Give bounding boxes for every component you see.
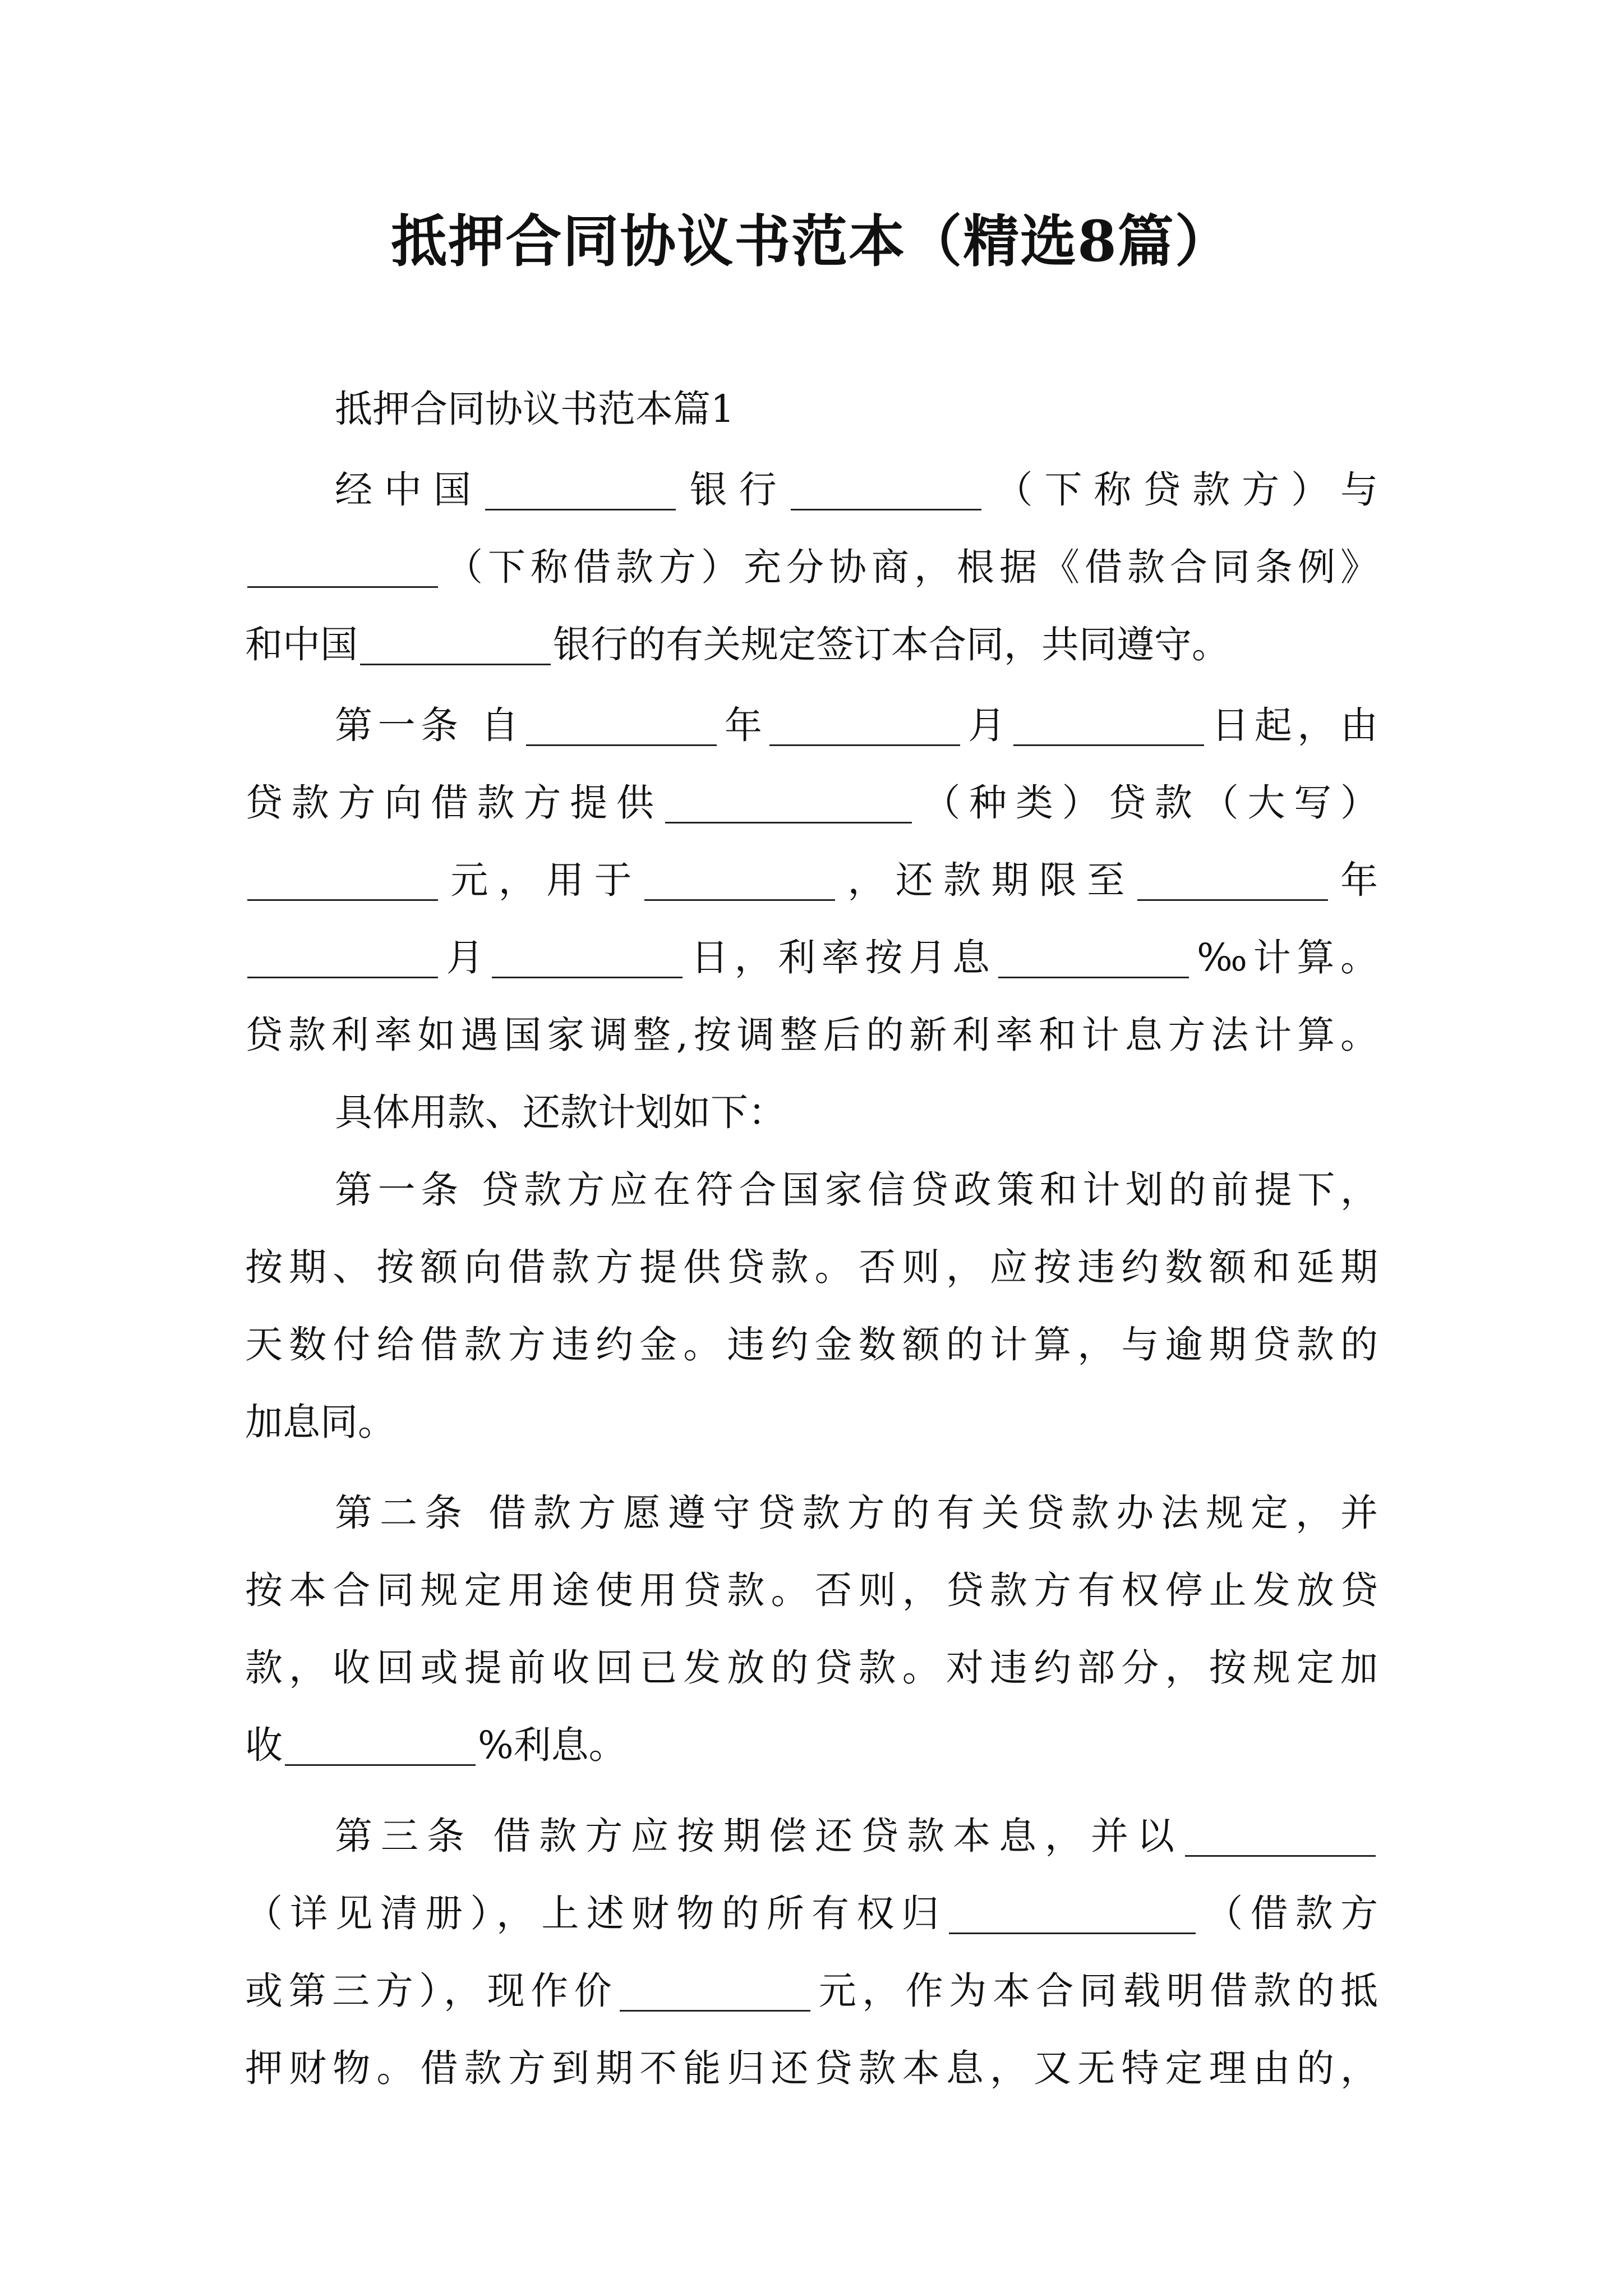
fill-in-blank — [285, 1731, 476, 1766]
paragraph-line — [245, 451, 1378, 528]
text-segment: 或第三方），现作价 — [245, 1969, 618, 2013]
fill-in-blank — [949, 1899, 1196, 1934]
fill-in-blank — [360, 630, 551, 665]
fill-in-blank — [485, 475, 676, 510]
document-title: 抵押合同协议书范本（精选8篇） — [391, 208, 1232, 274]
text-segment: 收 — [245, 1723, 283, 1767]
paragraph-line: 第二条 借款方愿遵守贷款方的有关贷款办法规定，并 — [335, 1491, 1378, 1535]
paragraph-line — [245, 1706, 1378, 1784]
text-segment: 年 — [719, 703, 768, 747]
text-segment: 和中国 — [245, 623, 358, 666]
text-segment: ‰计算。 — [1191, 936, 1378, 979]
section-heading: 抵押合同协议书范本篇1 — [335, 387, 735, 431]
fill-in-blank — [247, 943, 438, 978]
text-segment: （详见清册），上述财物的所有权归 — [245, 1892, 947, 1935]
text-segment: 贷款方向借款方提供 — [245, 781, 663, 825]
fill-in-blank — [769, 711, 960, 746]
text-segment: 日，利率按月息 — [685, 936, 996, 979]
text-segment: 第三条 借款方应按期偿还贷款本息，并以 — [335, 1814, 1183, 1858]
paragraph-line: 第一条 贷款方应在符合国家信贷政策和计划的前提下， — [335, 1168, 1378, 1212]
fill-in-blank — [998, 943, 1189, 978]
text-segment: 第一条 自 — [335, 703, 524, 747]
paragraph-line: 加息同。 — [245, 1400, 395, 1444]
document-body — [245, 370, 1378, 2107]
fill-in-blank — [665, 788, 912, 823]
paragraph-line: 按期、按额向借款方提供贷款。否则，应按违约数额和延期 — [245, 1245, 1378, 1289]
text-segment: 银行的有关规定签订本合同，共同遵守。 — [553, 623, 1229, 666]
paragraph-line — [245, 764, 1378, 841]
paragraph-line — [245, 1952, 1378, 2030]
text-segment: 年 — [1330, 858, 1378, 902]
text-segment: 日起，由 — [1206, 703, 1378, 747]
paragraph-line — [245, 1875, 1378, 1952]
paragraph-line: 押财物。借款方到期不能归还贷款本息，又无特定理由的， — [245, 2046, 1378, 2090]
text-segment: ，还款期限至 — [837, 858, 1135, 902]
text-segment: 元，用于 — [440, 858, 642, 902]
paragraph-line — [245, 841, 1378, 919]
paragraph-line — [245, 606, 1378, 683]
fill-in-blank — [620, 1976, 810, 2012]
paragraph-line: 按本合同规定用途使用贷款。否则，贷款方有权停止发放贷 — [245, 1568, 1378, 1612]
paragraph-line: 贷款利率如遇国家调整,按调整后的新利率和计息方法计算。 — [245, 1013, 1378, 1057]
paragraph-line — [245, 687, 1378, 764]
text-segment: （种类）贷款（大写） — [914, 781, 1378, 825]
text-segment: （借款方 — [1197, 1892, 1378, 1935]
fill-in-blank — [1013, 711, 1204, 746]
text-segment: 月 — [962, 703, 1011, 747]
fill-in-blank — [791, 475, 981, 510]
text-segment: 银行 — [677, 468, 789, 512]
text-segment: 经中国 — [335, 468, 483, 512]
text-segment: （下称贷款方）与 — [983, 468, 1378, 512]
fill-in-blank — [247, 553, 438, 588]
fill-in-blank — [1185, 1821, 1376, 1857]
text-segment: 月 — [440, 936, 490, 979]
fill-in-blank — [492, 943, 683, 978]
text-segment: %利息。 — [478, 1723, 626, 1767]
text-segment: （下称借款方）充分协商，根据《借款合同条例》 — [440, 545, 1378, 589]
fill-in-blank — [526, 711, 717, 746]
paragraph-line — [245, 528, 1378, 606]
paragraph-line — [245, 1797, 1378, 1875]
paragraph-line: 具体用款、还款计划如下： — [335, 1091, 786, 1134]
fill-in-blank — [1137, 866, 1328, 901]
fill-in-blank — [644, 866, 835, 901]
paragraph-line: 天数付给借款方违约金。违约金数额的计算，与逾期贷款的 — [245, 1323, 1378, 1366]
text-segment: 元，作为本合同载明借款的抵 — [813, 1969, 1378, 2013]
paragraph-line — [245, 919, 1378, 996]
paragraph-line: 款，收回或提前收回已发放的贷款。对违约部分，按规定加 — [245, 1646, 1378, 1690]
fill-in-blank — [247, 866, 438, 901]
